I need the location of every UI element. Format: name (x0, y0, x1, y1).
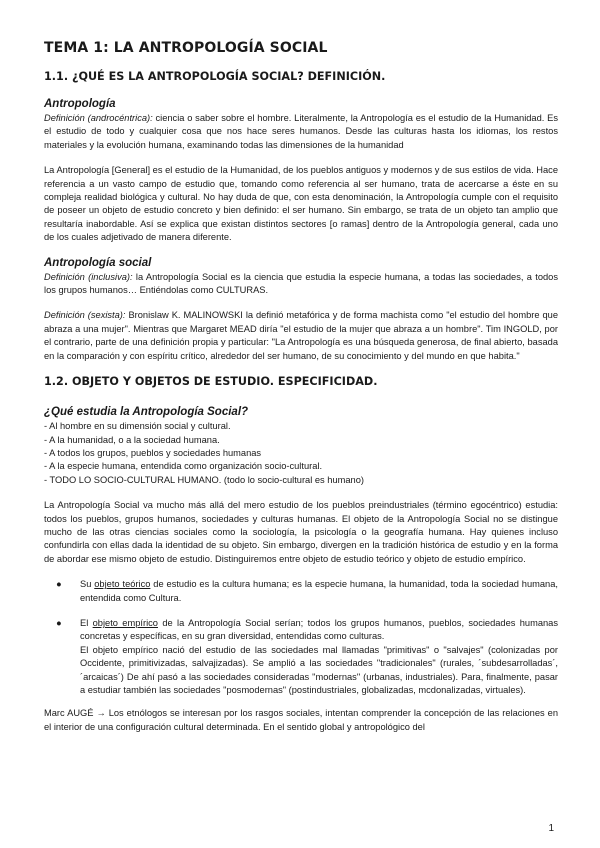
bullet2-prefix: El (80, 617, 93, 628)
list-item: - A todos los grupos, pueblos y sociedades humanas (44, 447, 262, 458)
bullet-theoretical-object (44, 578, 558, 605)
definition-androcentric-text: ciencia o saber sobre el hombre. Literalmente, la Antropología es el estudio de la Humanidad. Es el estudio de todo y cualquier cosa que nos hace seres humanos. Desde las culturas hasta los idiomas, los restos materiales y la evolución humana, examinando todas las dimensiones de la humanidad (44, 113, 558, 150)
social-anthropology-heading: Antropología social (44, 256, 152, 269)
bullet-icon: ● (56, 579, 62, 590)
paragraph-auge: Marc AUGÉ → Los etnólogos se interesan por los rasgos sociales, intentan comprender la concepción de las relaciones en el interior de una configuración cultural determinada. En el sentido global y antropológico del (44, 708, 558, 732)
study-list (44, 420, 558, 487)
bullet2-extra: El objeto empírico nació del estudio de las sociedades mal llamadas "primitivas" o "salvajes" (colonizadas por Occidente, primitivizadas, salvajizadas). Se amplió a las sociedades "tradicionales" (rurales, ´subdesarrolladas´, ´arcaicas´) De ahí pasó a las sociedades consideradas "modernas" (urbanas, industriales). Para, finalmente, pasar a estudiar también las sociedades "posmodernas" (postindustriales, globalizadas, mcdonalizadas, virtuales). (80, 644, 558, 695)
definition-androcentric (44, 112, 558, 152)
definition-sexist-text: Bronislaw K. MALINOWSKI la definió metafórica y de forma machista como "el estudio del hombre que abraza a una mujer". Mientras que Margaret MEAD diría "el estudio de la mujer que abraza a un hombre". Tim INGOLD, por el contrario, parte de una definición propia y particular: "La Antropología es una búsqueda generosa, de final abierto, basada en la comparación y con espíritu crítico, alrededor del ser humano, de su conocimiento y del mundo en que habita." (44, 310, 558, 361)
bullet-icon: ● (56, 617, 62, 628)
definition-sexist-label: Definición (sexista): (44, 310, 126, 321)
page-number: 1 (548, 823, 554, 834)
definition-androcentric-label: Definición (androcéntrica): (44, 113, 153, 123)
bullet-empirical-object (44, 617, 558, 697)
what-studies-heading: ¿Qué estudia la Antropología Social? (44, 406, 249, 419)
object-bullet-list (44, 578, 558, 697)
paragraph-object-of-study: La Antropología Social va mucho más allá del mero estudio de los pueblos preindustriales (término egocéntrico) estudia: todos los pueblos, grupos humanos, sociedades y culturas humanas. El objeto de la Antropología Social no se distingue mucho de las otras ciencias sociales como la sociología, la psicología o la geografía humana. Hay quienes incluso confundirla con ellas dada la identidad de su objeto. Sin embargo, divergen en la tradición histórica de estudio y en la forma de abordar ese mismo objeto de estudio. Distinguiremos entre objeto de estudio teórico y objeto de estudio empírico. (44, 500, 558, 564)
bullet2-text: de la Antropología Social serían; todos los grupos humanos, pueblos, sociedades humanas concretas y específicas, en su gran diversidad, entendidas como culturas. (80, 617, 559, 642)
bullet2-term: objeto empírico (92, 617, 158, 628)
document-title: TEMA 1: LA ANTROPOLOGÍA SOCIAL (44, 40, 328, 56)
definition-sexist (44, 309, 558, 363)
antropologia-heading: Antropología (44, 98, 116, 110)
list-item: - Al hombre en su dimensión social y cultural. (44, 421, 231, 432)
list-item: - A la especie humana, entendida como organización socio-cultural. (44, 461, 323, 472)
bullet1-text: de estudio es la cultura humana; es la especie humana, la humanidad, toda la sociedad humana, entendida como Cultura. (80, 579, 558, 603)
paragraph-general-anthropology: La Antropología [General] es el estudio de la Humanidad, de los pueblos antiguos y modernos y de sus estilos de vida. Hace referencia a un vasto campo de estudio que, tomando como referencia al ser humano, trata de acercarse a éste en su compleja realidad biológica y cultural. No hay duda de que, con esta denominación, la Antropología cumple con el requisito de poseer un objeto de estudio concreto y bien definido: el ser humano. Sin embargo, se trata de un objeto tan amplio que resultaría inabordable. Así se explica que existan distintos sectores [o ramas] dentro de la Antropología general, cada uno de los cuales adjetivado de manera diferente. (44, 165, 558, 243)
list-item: - A la humanidad, o a la sociedad humana. (44, 434, 220, 445)
page-content (44, 40, 558, 746)
section-1-2-heading: 1.2. OBJETO Y OBJETOS DE ESTUDIO. ESPECIFICIDAD. (44, 375, 378, 389)
list-item: - TODO LO SOCIO-CULTURAL HUMANO. (todo lo socio-cultural es humano) (44, 474, 364, 485)
definition-inclusive (44, 271, 558, 298)
definition-inclusive-label: Definición (inclusiva): (44, 271, 133, 282)
bullet1-prefix: Su (80, 579, 95, 590)
bullet1-term: objeto teórico (94, 579, 151, 590)
definition-inclusive-text: la Antropología Social es la ciencia que estudia la especie humana, a todas las sociedades, a todos los grupos humanos… Entiéndolas como CULTURAS. (44, 271, 558, 296)
section-1-1-heading: 1.1. ¿QUÉ ES LA ANTROPOLOGÍA SOCIAL? DEFINICIÓN. (44, 70, 386, 83)
